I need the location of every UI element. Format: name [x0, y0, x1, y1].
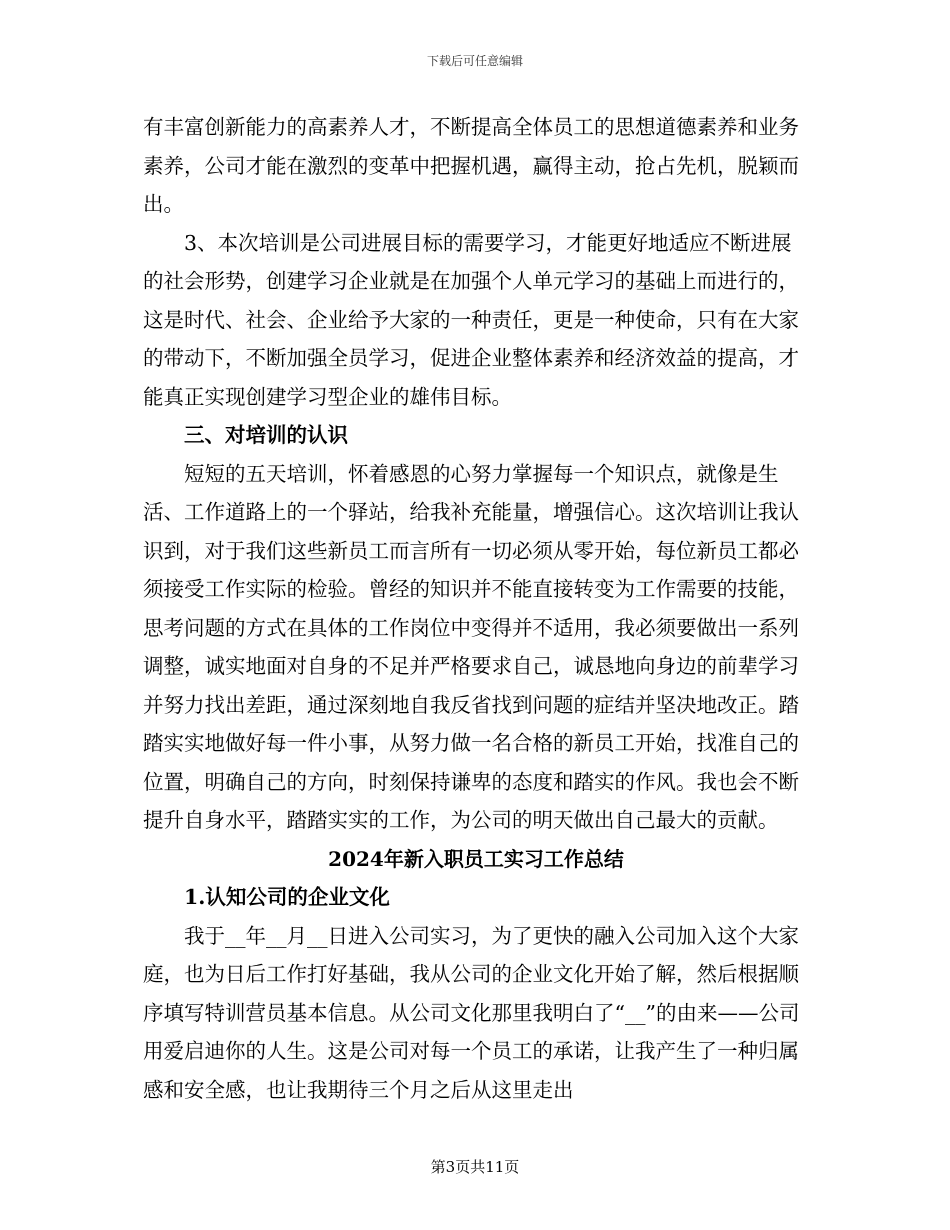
- document-body: [143, 108, 809, 1109]
- page-footer: 第3页共11页: [430, 1158, 520, 1176]
- section-heading-1: 1.认知公司的企业文化: [184, 885, 390, 909]
- section-heading-3: 三、对培训的认识: [184, 423, 348, 447]
- page-header: 下载后可任意编辑: [426, 54, 523, 68]
- paragraph-4: 我于__年__月__日进入公司实习，为了更快的融入公司加入这个大家庭，也为日后工作打好基础，我从公司的企业文化开始了解，然后根据顺序填写特训营员基本信息。从公司文化那里我明白了“__”的由来——公司用爱启迪你的人生。这是公司对每一个员工的承诺，让我产生了一种归属感和安全感，也让我期待三个月之后从这里走出: [143, 923, 800, 1102]
- paragraph-2: 3、本次培训是公司进展目标的需要学习，才能更好地适应不断进展的社会形势，创建学习企业就是在加强个人单元学习的基础上而进行的，这是时代、社会、企业给予大家的一种责任，更是一种使命，只有在大家的带动下，不断加强全员学习，促进企业整体素养和经济效益的提高，才能真正实现创建学习型企业的雄伟目标。: [143, 230, 799, 409]
- paragraph-3: 短短的五天培训，怀着感恩的心努力掌握每一个知识点，就像是生活、工作道路上的一个驿站，给我补充能量，增强信心。这次培训让我认识到，对于我们这些新员工而言所有一切必须从零开始，每位新员工都必须接受工作实际的检验。曾经的知识并不能直接转变为工作需要的技能，思考问题的方式在具体的工作岗位中变得并不适用，我必须要做出一系列调整，诚实地面对自身的不足并严格要求自己，诚恳地向身边的前辈学习并努力找出差距，通过深刻地自我反省找到问题的症结并坚决地改正。踏踏实实地做好每一件小事，从努力做一名合格的新员工开始，找准自己的位置，明确自己的方向，时刻保持谦卑的态度和踏实的作风。我也会不断提升自身水平，踏踏实实的工作，为公司的明天做出自己最大的贡献。: [143, 461, 799, 832]
- paragraph-1: 有丰富创新能力的高素养人才，不断提高全体员工的思想道德素养和业务素养，公司才能在激烈的变革中把握机遇，赢得主动，抢占先机，脱颖而出。: [143, 115, 799, 216]
- document-title: 2024年新入职员工实习工作总结: [328, 846, 624, 871]
